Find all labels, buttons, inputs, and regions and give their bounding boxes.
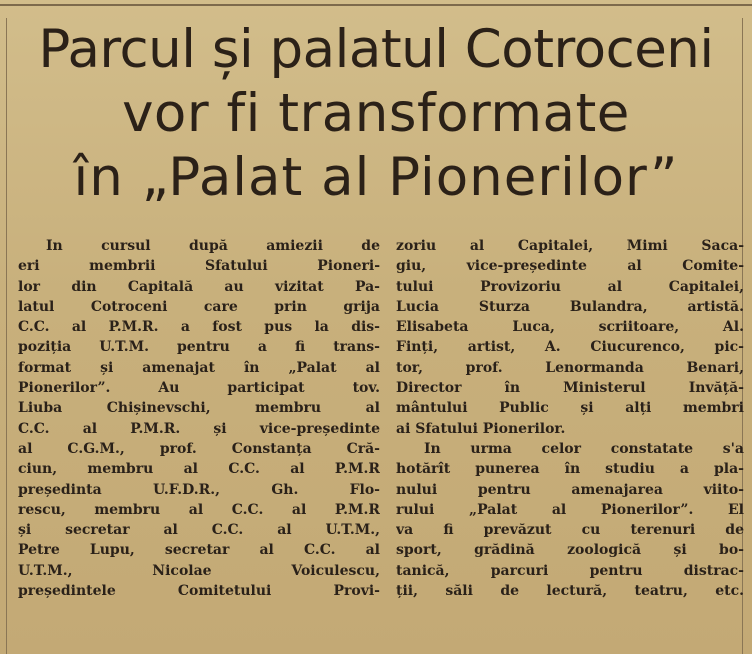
- headline-line-3: în „Palat al Pionerilor”: [73, 147, 679, 208]
- headline-line-1: Parcul și palatul Cotroceni: [38, 19, 714, 80]
- article-line: tor, prof. Lenormanda Benari,: [396, 359, 744, 376]
- article-line: va fi prevăzut cu terenuri de: [396, 522, 744, 539]
- article-line: latul Cotroceni care prin grija: [18, 298, 380, 315]
- article-line: format și amenajat în „Palat al: [18, 359, 380, 376]
- article-line: ciun, membru al C.C. al P.M.R: [18, 461, 380, 478]
- article-line: al C.G.M., prof. Constanța Cră-: [18, 440, 380, 457]
- article-line: Liuba Chișinevschi, membru al: [18, 400, 380, 417]
- article-line: lor din Capitală au vizitat Pa-: [18, 278, 380, 295]
- article-line: tului Provizoriu al Capitalei,: [396, 278, 744, 295]
- article-line: eri membrii Sfatului Pioneri-: [18, 258, 380, 275]
- article-line: nului pentru amenajarea viito-: [396, 481, 744, 498]
- article-line: ții, săli de lectură, teatru, etc.: [396, 583, 744, 600]
- article-line: C.C. al P.M.R. și vice-președinte: [18, 420, 380, 437]
- article-line: In cursul după amiezii de: [46, 238, 380, 254]
- article-line: C.C. al P.M.R. a fost pus la dis-: [18, 319, 380, 336]
- article-line: giu, vice-președinte al Comite-: [396, 258, 744, 275]
- article-line: și secretar al C.C. al U.T.M.,: [18, 522, 380, 539]
- top-rule: [0, 4, 752, 6]
- article-line: zoriu al Capitalei, Mimi Saca-: [396, 238, 744, 254]
- article-line: Finți, artist, A. Ciucurenco, pic-: [396, 339, 744, 356]
- article-line: U.T.M., Nicolae Voiculescu,: [18, 562, 380, 579]
- headline-line-2: vor fi transformate: [122, 83, 630, 144]
- article-line: rescu, membru al C.C. al P.M.R: [18, 501, 380, 518]
- article-line: Director în Ministerul Invăță-: [396, 380, 744, 397]
- article-line: Petre Lupu, secretar al C.C. al: [18, 542, 380, 559]
- article-line: președinta U.F.D.R., Gh. Flo-: [18, 481, 380, 498]
- article-line: rului „Palat al Pionerilor”. El: [396, 501, 744, 518]
- headline: [0, 18, 752, 210]
- article-line: Pionerilor”. Au participat tov.: [18, 380, 380, 397]
- article-line: In urma celor constatate s'a: [424, 440, 744, 457]
- article-line: tanică, parcuri pentru distrac-: [396, 562, 744, 579]
- article-line: Lucia Sturza Bulandra, artistă.: [396, 298, 744, 315]
- article-line: Elisabeta Luca, scriitoare, Al.: [396, 319, 744, 336]
- article-line: ai Sfatului Pionerilor.: [396, 420, 566, 437]
- article-line: mântului Public și alți membri: [396, 400, 744, 417]
- article-column-right: [396, 236, 744, 601]
- article-line: hotărît punerea în studiu a pla-: [396, 461, 744, 478]
- article-line: poziția U.T.M. pentru a fi trans-: [18, 339, 380, 356]
- article-line: președintele Comitetului Provi-: [18, 583, 380, 600]
- article-line: sport, grădină zoologică și bo-: [396, 542, 744, 559]
- article-column-left: [18, 236, 380, 601]
